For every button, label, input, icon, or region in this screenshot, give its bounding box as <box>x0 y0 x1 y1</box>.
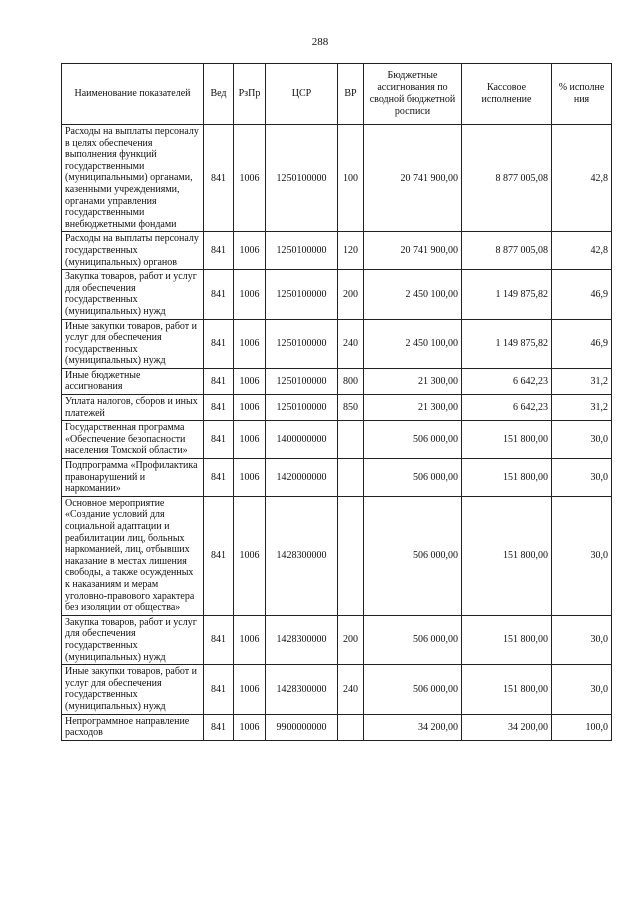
cell-cash: 151 800,00 <box>462 615 552 664</box>
cell-vr: 200 <box>338 615 364 664</box>
header-csr: ЦСР <box>266 64 338 125</box>
cell-rzpr: 1006 <box>234 496 266 615</box>
cell-csr: 9900000000 <box>266 714 338 740</box>
cell-percent: 30,0 <box>552 459 612 497</box>
cell-csr: 1428300000 <box>266 665 338 714</box>
cell-cash: 1 149 875,82 <box>462 319 552 368</box>
cell-ved: 841 <box>204 395 234 421</box>
cell-cash: 151 800,00 <box>462 459 552 497</box>
cell-vr: 240 <box>338 665 364 714</box>
cell-percent: 42,8 <box>552 125 612 232</box>
cell-ved: 841 <box>204 319 234 368</box>
cell-csr: 1250100000 <box>266 232 338 270</box>
cell-rzpr: 1006 <box>234 714 266 740</box>
header-row <box>62 64 612 125</box>
cell-csr: 1250100000 <box>266 270 338 319</box>
header-name: Наименование показателей <box>62 64 204 125</box>
cell-rzpr: 1006 <box>234 665 266 714</box>
table-row <box>62 125 612 232</box>
table-row <box>62 665 612 714</box>
cell-percent: 100,0 <box>552 714 612 740</box>
cell-ved: 841 <box>204 665 234 714</box>
cell-cash: 1 149 875,82 <box>462 270 552 319</box>
cell-plan: 20 741 900,00 <box>364 125 462 232</box>
cell-name: Уплата налогов, сборов и иных платежей <box>62 395 204 421</box>
cell-plan: 506 000,00 <box>364 421 462 459</box>
cell-rzpr: 1006 <box>234 395 266 421</box>
cell-ved: 841 <box>204 496 234 615</box>
cell-name: Закупка товаров, работ и услуг для обеспечения государственных (муниципальных) нужд <box>62 615 204 664</box>
header-percent: % исполне ния <box>552 64 612 125</box>
cell-name: Расходы на выплаты персоналу в целях обеспечения выполнения функций государственными (муниципальными) органами, казенными учреждениями, органами управления государственными внебюджетными фондами <box>62 125 204 232</box>
cell-vr: 200 <box>338 270 364 319</box>
table-row <box>62 496 612 615</box>
cell-plan: 506 000,00 <box>364 459 462 497</box>
cell-vr: 240 <box>338 319 364 368</box>
cell-vr: 850 <box>338 395 364 421</box>
table-row <box>62 270 612 319</box>
cell-csr: 1250100000 <box>266 368 338 394</box>
table-row <box>62 319 612 368</box>
cell-name: Государственная программа «Обеспечение безопасности населения Томской области» <box>62 421 204 459</box>
cell-rzpr: 1006 <box>234 232 266 270</box>
cell-csr: 1420000000 <box>266 459 338 497</box>
table-row <box>62 714 612 740</box>
cell-plan: 506 000,00 <box>364 615 462 664</box>
cell-percent: 30,0 <box>552 496 612 615</box>
cell-percent: 31,2 <box>552 395 612 421</box>
cell-name: Расходы на выплаты персоналу государственных (муниципальных) органов <box>62 232 204 270</box>
cell-rzpr: 1006 <box>234 368 266 394</box>
budget-execution-table <box>61 63 612 741</box>
cell-rzpr: 1006 <box>234 270 266 319</box>
cell-plan: 506 000,00 <box>364 665 462 714</box>
cell-csr: 1250100000 <box>266 319 338 368</box>
cell-ved: 841 <box>204 459 234 497</box>
table-row <box>62 459 612 497</box>
cell-vr <box>338 496 364 615</box>
cell-vr <box>338 714 364 740</box>
cell-percent: 30,0 <box>552 665 612 714</box>
cell-cash: 151 800,00 <box>462 665 552 714</box>
cell-cash: 151 800,00 <box>462 496 552 615</box>
cell-name: Иные закупки товаров, работ и услуг для обеспечения государственных (муниципальных) нужд <box>62 319 204 368</box>
cell-cash: 6 642,23 <box>462 368 552 394</box>
cell-cash: 8 877 005,08 <box>462 232 552 270</box>
header-cash: Кассовое исполнение <box>462 64 552 125</box>
cell-rzpr: 1006 <box>234 459 266 497</box>
cell-plan: 34 200,00 <box>364 714 462 740</box>
cell-csr: 1250100000 <box>266 395 338 421</box>
cell-vr <box>338 421 364 459</box>
cell-cash: 151 800,00 <box>462 421 552 459</box>
cell-vr <box>338 459 364 497</box>
cell-percent: 30,0 <box>552 421 612 459</box>
cell-percent: 30,0 <box>552 615 612 664</box>
cell-csr: 1250100000 <box>266 125 338 232</box>
header-rzpr: РзПр <box>234 64 266 125</box>
cell-plan: 20 741 900,00 <box>364 232 462 270</box>
header-plan: Бюджетные ассигнования по сводной бюджетной росписи <box>364 64 462 125</box>
cell-plan: 21 300,00 <box>364 395 462 421</box>
cell-rzpr: 1006 <box>234 421 266 459</box>
cell-plan: 2 450 100,00 <box>364 270 462 319</box>
cell-ved: 841 <box>204 125 234 232</box>
cell-percent: 42,8 <box>552 232 612 270</box>
table-row <box>62 395 612 421</box>
cell-plan: 2 450 100,00 <box>364 319 462 368</box>
cell-csr: 1428300000 <box>266 496 338 615</box>
cell-plan: 21 300,00 <box>364 368 462 394</box>
table-row <box>62 421 612 459</box>
cell-vr: 100 <box>338 125 364 232</box>
cell-cash: 34 200,00 <box>462 714 552 740</box>
cell-name: Подпрограмма «Профилактика правонарушений и наркомании» <box>62 459 204 497</box>
table-row <box>62 368 612 394</box>
cell-rzpr: 1006 <box>234 319 266 368</box>
cell-ved: 841 <box>204 615 234 664</box>
cell-name: Непрограммное направление расходов <box>62 714 204 740</box>
cell-cash: 6 642,23 <box>462 395 552 421</box>
cell-csr: 1428300000 <box>266 615 338 664</box>
cell-rzpr: 1006 <box>234 125 266 232</box>
cell-vr: 120 <box>338 232 364 270</box>
cell-percent: 46,9 <box>552 319 612 368</box>
cell-rzpr: 1006 <box>234 615 266 664</box>
header-vr: ВР <box>338 64 364 125</box>
cell-plan: 506 000,00 <box>364 496 462 615</box>
cell-ved: 841 <box>204 232 234 270</box>
table-row <box>62 232 612 270</box>
header-ved: Вед <box>204 64 234 125</box>
cell-ved: 841 <box>204 714 234 740</box>
cell-name: Иные бюджетные ассигнования <box>62 368 204 394</box>
cell-ved: 841 <box>204 421 234 459</box>
cell-csr: 1400000000 <box>266 421 338 459</box>
cell-name: Иные закупки товаров, работ и услуг для обеспечения государственных (муниципальных) нужд <box>62 665 204 714</box>
cell-ved: 841 <box>204 368 234 394</box>
cell-vr: 800 <box>338 368 364 394</box>
cell-name: Закупка товаров, работ и услуг для обеспечения государственных (муниципальных) нужд <box>62 270 204 319</box>
cell-cash: 8 877 005,08 <box>462 125 552 232</box>
cell-percent: 31,2 <box>552 368 612 394</box>
cell-ved: 841 <box>204 270 234 319</box>
table-row <box>62 615 612 664</box>
cell-name: Основное мероприятие «Создание условий для социальной адаптации и реабилитации лиц, больных наркоманией, лиц, отбывших наказание в местах лишения свободы, а также осужденных к наказаниям и мерам уголовно-правового характера без изоляции от общества» <box>62 496 204 615</box>
cell-percent: 46,9 <box>552 270 612 319</box>
page-number: 288 <box>311 36 329 48</box>
